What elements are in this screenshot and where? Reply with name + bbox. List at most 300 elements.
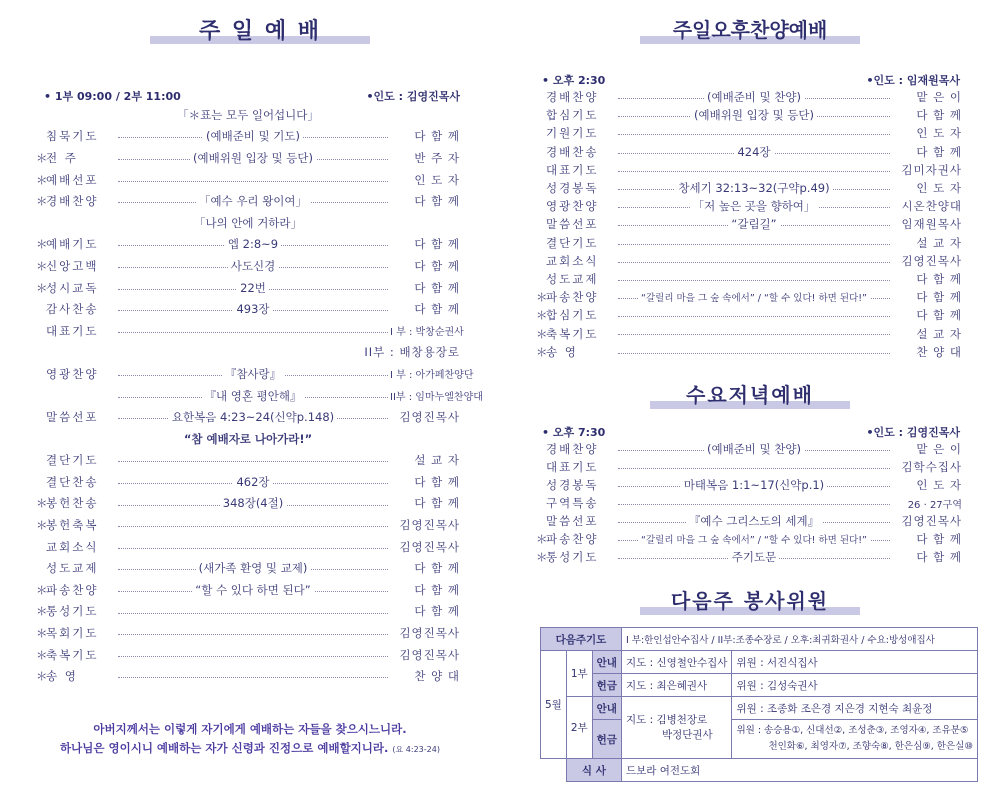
standing-mark: ＊: [36, 237, 50, 252]
row-content: [116, 255, 390, 277]
row-person: II부 : 임마누엘찬양대: [390, 388, 460, 403]
standing-mark: ＊: [536, 344, 550, 359]
row-content: [116, 450, 390, 472]
row-label-text: 결단찬송: [46, 474, 99, 489]
row-person: 다 함 께: [892, 531, 962, 547]
row-content: [616, 548, 892, 566]
p1-guide-leader: 지도 : 신영철안수집사: [621, 651, 732, 674]
p2-leaders: [621, 697, 732, 759]
standing-mark: ＊: [36, 604, 50, 619]
row-content: [116, 514, 390, 536]
list-item: [36, 406, 460, 428]
row-content: [116, 471, 390, 493]
list-item: [536, 124, 962, 142]
row-content-text: 「예수 우리 왕이여」: [196, 193, 310, 209]
row-person: 다 함 께: [892, 549, 962, 565]
guide-label: 안내: [592, 651, 621, 674]
row-content: [616, 324, 892, 342]
row-content-text: 사도신경: [228, 258, 278, 274]
row-label: [536, 513, 616, 529]
standing-mark: ＊: [536, 550, 550, 564]
list-item: [36, 450, 460, 472]
guide-label: 안내: [592, 697, 621, 720]
row-label-text: 성시교독: [46, 280, 99, 295]
row-person: 다 함 께: [892, 144, 962, 160]
meal-value: 드보라 여전도회: [621, 759, 977, 782]
row-label: [36, 647, 116, 663]
afternoon-service-title-block: [640, 14, 860, 43]
row-label-text: 영광찬양: [546, 199, 599, 214]
row-content: [616, 343, 892, 361]
row-content: [616, 306, 892, 324]
list-item: [36, 255, 460, 277]
row-label-text: 성경봉독: [546, 181, 599, 196]
p1-offering-members: 위원 : 김성숙권사: [732, 674, 977, 697]
p2-leader-2: 박정단권사: [661, 728, 713, 741]
row-label-text: 말씀선포: [46, 410, 99, 425]
list-item: [36, 536, 460, 558]
row-content: [116, 579, 390, 601]
list-item: [36, 385, 483, 407]
wednesday-leader: •인도 : 김영진목사: [866, 426, 960, 439]
row-content: [116, 320, 390, 342]
row-content: [616, 88, 892, 106]
row-content-text: 『예수 그리스도의 세계』: [686, 513, 822, 529]
row-label: [536, 253, 616, 269]
list-item: [536, 161, 962, 179]
row-content: [116, 190, 390, 212]
row-content: [116, 234, 390, 256]
row-label-text: 합심기도: [546, 108, 599, 123]
row-content-text: 348장(4절): [220, 495, 286, 511]
row-person: 인 도 자: [892, 477, 962, 493]
row-person: I 부 : 박창순권사: [390, 323, 460, 338]
row-content: [116, 169, 390, 191]
row-content-text: 창세기 32:13~32(구약p.49): [675, 180, 832, 196]
standing-mark: ＊: [536, 290, 550, 305]
row-person: 다 함 께: [390, 560, 460, 576]
row-label: [536, 89, 616, 105]
row-person: 다 함 께: [390, 280, 460, 296]
row-content-text: 주기도문: [729, 549, 779, 565]
afternoon-schedule: • 오후 2:30: [542, 74, 606, 87]
row-label-text: 통성기도: [46, 604, 99, 619]
row-content-text: “할 수 있다 하면 된다”: [192, 582, 313, 598]
row-label: [36, 539, 116, 555]
row-person: 다 함 께: [390, 193, 460, 209]
row-label: [36, 301, 116, 317]
row-person: 김영진목사: [390, 647, 460, 663]
standing-mark: ＊: [36, 669, 50, 684]
row-label-text: 대표기도: [546, 162, 599, 177]
wednesday-service-title-block: [650, 379, 850, 408]
part1-cell: 1부: [566, 651, 592, 697]
row-content: [116, 126, 390, 148]
row-person: 다 함 께: [390, 236, 460, 252]
list-item: [536, 530, 962, 548]
list-item: [536, 458, 962, 476]
row-label-text: 대표기도: [546, 460, 599, 474]
wednesday-schedule: • 오후 7:30: [542, 426, 606, 439]
standing-mark: ＊: [36, 280, 50, 295]
list-item: [36, 363, 474, 385]
row-content-text: (예배위원 입장 및 등단): [691, 107, 817, 123]
list-item: [36, 320, 464, 342]
row-label-text: 구역특송: [546, 496, 599, 510]
empty-cell: [541, 759, 567, 782]
list-item: [536, 440, 962, 458]
row-label-text: 송 영: [546, 344, 578, 359]
list-item: [36, 147, 460, 169]
row-person: 설 교 자: [390, 452, 460, 468]
list-item: [536, 234, 962, 252]
list-item: [536, 179, 962, 197]
row-content: [616, 197, 892, 215]
row-person: II부 : 배창용장로: [364, 345, 460, 360]
row-label-text: 기원기도: [546, 126, 599, 141]
list-item: [36, 126, 460, 148]
row-label-text: 결단기도: [546, 235, 599, 250]
row-label: [536, 198, 616, 214]
row-person: 다 함 께: [892, 307, 962, 323]
row-content: [616, 288, 892, 306]
right-page: [500, 0, 1000, 792]
row-content: [116, 536, 390, 558]
row-person: 다 함 께: [892, 107, 962, 123]
row-label-text: 경배찬양: [46, 194, 99, 209]
afternoon-service-title: 주일오후찬양예배: [672, 18, 828, 42]
row-label-text: 침묵기도: [46, 129, 99, 144]
list-item: [36, 190, 460, 212]
row-label: [536, 344, 616, 360]
list-item: [536, 270, 962, 288]
row-label: [536, 307, 616, 323]
row-person: 김학수집사: [892, 459, 962, 475]
list-item: [536, 88, 962, 106]
standing-mark: ＊: [36, 496, 50, 511]
row-content: [616, 234, 892, 252]
row-label: [36, 560, 116, 576]
row-content-text: (새가족 환영 및 교제): [196, 560, 311, 576]
row-label: [36, 280, 116, 296]
list-item: [536, 343, 962, 361]
row-content: [616, 161, 892, 179]
row-person: I 부 : 아가페찬양단: [390, 366, 460, 381]
standing-mark: ＊: [36, 582, 50, 597]
row-content: [116, 601, 390, 623]
volunteers-title-block: [640, 585, 860, 614]
row-person: 김영진목사: [390, 517, 460, 533]
row-label: [536, 441, 616, 457]
p2-offering-members: [732, 720, 977, 759]
row-label: [536, 107, 616, 123]
list-item: [36, 277, 460, 299]
row-person: 다 함 께: [390, 474, 460, 490]
row-label-text: 감사찬송: [46, 302, 99, 317]
row-person: 김미자권사: [892, 162, 962, 178]
list-item: [36, 169, 460, 191]
row-label: [36, 236, 116, 252]
row-label: [536, 162, 616, 178]
volunteers-table: [540, 627, 978, 782]
p2-guide-members: 위원 : 조종화 조은경 지은경 지현숙 최윤정: [732, 697, 977, 720]
standing-mark: ＊: [36, 194, 50, 209]
row-label: [536, 459, 616, 475]
row-person: 김영진목사: [390, 409, 460, 425]
row-person: 다 함 께: [390, 582, 460, 598]
row-person: 김영진목사: [390, 539, 460, 555]
table-row: [541, 697, 978, 720]
row-label: [536, 271, 616, 287]
row-label-text: 성도교제: [46, 561, 99, 576]
row-person: 찬 양 대: [390, 668, 460, 684]
list-item: [36, 234, 460, 256]
row-content: [116, 622, 390, 644]
scripture-line-2-text: 하나님은 영이시니 예배하는 자가 신령과 진정으로 예배할지니라.: [60, 741, 389, 755]
standing-mark: ＊: [36, 647, 50, 662]
row-label: [536, 289, 616, 305]
sunday-service-title-block: [150, 14, 370, 45]
row-content-text: (예배준비 및 찬양): [704, 89, 804, 105]
row-label-text: 통성기도: [546, 550, 599, 564]
list-item: [536, 324, 962, 342]
row-content: [616, 143, 892, 161]
list-item: [36, 471, 460, 493]
row-label-text: 신앙고백: [46, 258, 99, 273]
list-item: [536, 512, 962, 530]
row-content: [616, 440, 892, 458]
row-content: [616, 476, 892, 494]
table-row: [541, 628, 978, 651]
row-content-text: 엡 2:8~9: [225, 236, 281, 252]
row-label: [36, 517, 116, 533]
row-person: 찬 양 대: [892, 344, 962, 360]
row-content-text: 마태복음 1:1~17(신약p.1): [681, 477, 827, 493]
row-content-text: 462장: [233, 474, 272, 490]
order-of-worship: [36, 104, 483, 687]
service-schedule: • 1부 09:00 / 2부 11:00: [44, 90, 181, 103]
wednesday-service-title: 수요저녁예배: [686, 383, 814, 407]
row-person: 맡 은 이: [892, 89, 962, 105]
row-person: 다 함 께: [390, 495, 460, 511]
list-item: [536, 143, 962, 161]
row-content: [116, 277, 390, 299]
row-label-text: 봉헌축복: [46, 518, 99, 533]
row-person: 김영진목사: [892, 253, 962, 269]
row-content-text: 『내 영혼 평안해』: [202, 388, 305, 404]
row-label: [36, 625, 116, 641]
standing-mark: ＊: [36, 150, 50, 165]
row-content: [116, 298, 390, 320]
row-label: [536, 235, 616, 251]
list-item: [536, 197, 962, 215]
row-content-text: “갈림길”: [728, 216, 779, 232]
list-item: [536, 476, 962, 494]
standing-mark: ＊: [36, 626, 50, 641]
row-content: [116, 147, 390, 169]
row-content-text: (예배위원 입장 및 등단): [190, 150, 316, 166]
row-person: 임재원목사: [892, 216, 962, 232]
row-label-text: 성경봉독: [546, 478, 599, 492]
row-label-text: 봉헌찬송: [46, 496, 99, 511]
row-content: [116, 557, 390, 579]
row-label-text: 목회기도: [46, 626, 99, 641]
list-item: [536, 548, 962, 566]
row-content: [116, 385, 390, 407]
row-label-text: 축복기도: [546, 326, 599, 341]
p1-offering-leader: 지도 : 최은혜권사: [621, 674, 732, 697]
row-label: [536, 180, 616, 196]
service-leader: •인도 : 김영진목사: [366, 90, 460, 103]
volunteers-title: 다음주 봉사위원: [670, 589, 830, 613]
row-label: [36, 668, 116, 684]
row-person: 다 함 께: [390, 258, 460, 274]
afternoon-leader: •인도 : 임재원목사: [866, 74, 960, 87]
standing-mark: ＊: [36, 258, 50, 273]
p2-offering-members-1: 위원 : 송승용①, 신대선②, 조성춘③, 조영자④, 조유분⑤: [736, 725, 969, 736]
row-person: 다 함 께: [892, 289, 962, 305]
row-label-text: 대표기도: [46, 323, 99, 338]
list-item: [36, 622, 460, 644]
row-person: 인 도 자: [892, 125, 962, 141]
row-content: [616, 215, 892, 233]
row-label-text: 교회소식: [46, 539, 99, 554]
list-item: [536, 252, 962, 270]
row-content: [116, 493, 390, 515]
row-content: [616, 494, 892, 512]
list-item: [36, 514, 460, 536]
standing-mark: ＊: [536, 326, 550, 341]
row-label: [36, 150, 116, 166]
row-label: [536, 326, 616, 342]
row-label-text: 말씀선포: [546, 217, 599, 232]
row-content-text: “갈릴리 마을 그 숲 속에서” / “할 수 있다! 하면 된다!”: [638, 532, 870, 546]
row-content: [116, 406, 390, 428]
row-label-text: 송 영: [46, 669, 78, 684]
row-content: [616, 124, 892, 142]
list-item: [36, 298, 460, 320]
row-label: [36, 452, 116, 468]
row-label: [36, 366, 116, 382]
row-label-text: 결단기도: [46, 453, 99, 468]
list-item: [536, 215, 962, 233]
sunday-service-title: 주 일 예 배: [199, 19, 321, 44]
next-prayer-value: I 부:한인섭안수집사 / II부:조종수장로 / 오후:최귀화권사 / 수요:방성애집사: [621, 628, 977, 651]
list-item: [36, 601, 460, 623]
row-label: [36, 495, 116, 511]
row-content-text: 『참사랑』: [222, 366, 284, 382]
row-content: [616, 106, 892, 124]
p2-offering-members-2: 천인화⑥, 최영자⑦, 조향숙⑧, 한은심⑨, 한은실⑩: [768, 741, 973, 752]
row-person: 설 교 자: [892, 326, 962, 342]
list-item: [36, 579, 460, 601]
row-label: [36, 474, 116, 490]
list-item: [36, 428, 460, 450]
row-person: 맡 은 이: [892, 441, 962, 457]
row-person: 인 도 자: [390, 172, 460, 188]
row-content: [616, 512, 892, 530]
centered-note: 「＊표는 모두 일어섭니다」: [177, 107, 319, 122]
row-label-text: 말씀선포: [546, 514, 599, 528]
row-content-text: 「저 높은 곳을 향하여」: [690, 198, 819, 214]
row-label-text: 경배찬양: [546, 442, 599, 456]
p2-leader-1: 지도 : 김병천장로: [625, 713, 708, 726]
row-label-text: 파송찬양: [46, 582, 99, 597]
row-label-text: 교회소식: [546, 253, 599, 268]
row-person: 다 함 께: [390, 301, 460, 317]
row-person: 김영진목사: [892, 513, 962, 529]
row-label: [536, 125, 616, 141]
row-label: [36, 582, 116, 598]
scripture-reference: (요 4:23-24): [392, 745, 440, 754]
row-content: [116, 363, 390, 385]
row-content: [616, 458, 892, 476]
afternoon-order: [536, 88, 962, 361]
offering-label: 헌금: [592, 674, 621, 697]
table-row: [541, 651, 978, 674]
standing-mark: ＊: [36, 172, 50, 187]
row-content: [616, 179, 892, 197]
row-content-text: (예배준비 및 찬양): [704, 441, 804, 457]
list-item: [36, 644, 460, 666]
next-prayer-label: 다음주기도: [541, 628, 622, 651]
row-label: [36, 323, 116, 339]
row-label-text: 경배찬양: [546, 90, 599, 105]
month-cell: 5월: [541, 651, 567, 759]
row-label: [536, 549, 616, 565]
list-item: [36, 104, 460, 126]
meal-label: 식 사: [566, 759, 621, 782]
row-content: [616, 252, 892, 270]
row-label: [536, 495, 616, 511]
row-label: [536, 216, 616, 232]
row-content: [116, 665, 390, 687]
list-item: [536, 106, 962, 124]
row-label-text: 파송찬양: [546, 532, 599, 546]
scripture-footer: [0, 720, 500, 759]
list-item: [36, 557, 460, 579]
row-content-text: “갈릴리 마을 그 숲 속에서” / “할 수 있다! 하면 된다!”: [638, 290, 870, 304]
row-content-text: 424장: [734, 144, 773, 160]
row-label-text: 파송찬양: [546, 290, 599, 305]
table-row: [541, 674, 978, 697]
row-label: [36, 603, 116, 619]
wednesday-order: [536, 440, 962, 566]
table-row: [541, 759, 978, 782]
row-person: 인 도 자: [892, 180, 962, 196]
row-label-text: 합심기도: [546, 308, 599, 323]
list-item: [36, 212, 460, 234]
list-item: [36, 342, 460, 364]
row-person: 다 함 께: [892, 271, 962, 287]
list-item: [536, 494, 962, 512]
row-label-text: 영광찬양: [46, 366, 99, 381]
centered-note: “참 예배자로 나아가라!”: [183, 431, 313, 446]
standing-mark: ＊: [36, 518, 50, 533]
row-label: [536, 531, 616, 547]
row-person: 반 주 자: [390, 150, 460, 166]
standing-mark: ＊: [536, 532, 550, 546]
row-person: 설 교 자: [892, 235, 962, 251]
row-person: 다 함 께: [390, 603, 460, 619]
row-label-text: 예배기도: [46, 237, 99, 252]
row-label: [36, 409, 116, 425]
p1-guide-members: 위원 : 서진식집사: [732, 651, 977, 674]
row-person: 시온찬양대: [892, 198, 962, 214]
row-label: [36, 258, 116, 274]
row-content: [616, 270, 892, 288]
list-item: [36, 665, 460, 687]
